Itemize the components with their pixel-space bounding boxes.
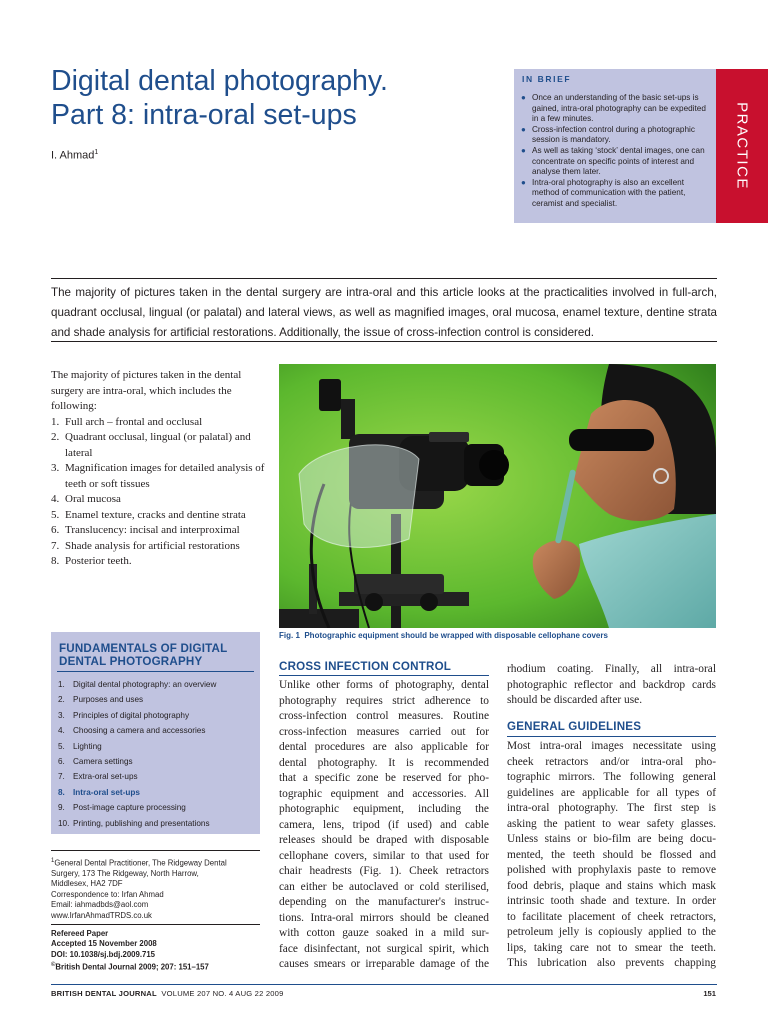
figure-label: Fig. 1: [279, 631, 300, 640]
series-item: [58, 739, 256, 754]
list-item: [51, 508, 266, 524]
series-text: Purposes and uses: [73, 695, 144, 705]
doi: DOI: 10.1038/sj.bdj.2009.715: [51, 949, 156, 959]
photo-illustration: [279, 364, 716, 628]
cross-infection-heading-rule: [279, 675, 489, 676]
column-3-top-text: [507, 662, 716, 709]
body-line: petroleum jelly is copiously applied to the: [507, 926, 716, 938]
abstract-top-rule: [51, 278, 717, 279]
series-number: 6.: [58, 757, 65, 767]
cross-infection-heading: CROSS INFECTION CONTROL: [279, 660, 452, 673]
in-brief-heading: IN BRIEF: [522, 74, 572, 84]
intro-text: [51, 368, 266, 570]
list-item: [51, 430, 266, 461]
body-line: rhodium coating. Finally, all intra-oral: [507, 663, 716, 675]
series-heading-line-1: FUNDAMENTALS OF DIGITAL: [59, 642, 228, 655]
series-text: Post-image capture processing: [73, 803, 186, 813]
body-line: photography requires strict adherence to: [279, 694, 489, 707]
refereed-info: [51, 929, 260, 973]
list-text: Posterior teeth.: [65, 555, 132, 567]
series-number: 8.: [58, 787, 65, 797]
series-heading-rule: [57, 671, 254, 672]
list-item: [51, 523, 266, 539]
body-line: Unless stains or bio-film are being docu-: [507, 833, 716, 845]
cross-infection-body: [279, 678, 489, 973]
series-item: [58, 677, 256, 692]
in-brief-panel: [514, 69, 716, 223]
body-line: tographic equipment and accessories. All: [279, 787, 489, 800]
refereed-rule: [51, 924, 260, 925]
in-brief-list: [521, 93, 707, 210]
body-line: cross-infection measures carried out for: [279, 725, 489, 738]
article-title: [51, 64, 491, 132]
body-line: photographic reflector and backdrop cards: [507, 678, 716, 691]
body-line: cellophane covers, similar to that used for: [279, 849, 489, 862]
page-number: 151: [703, 989, 716, 998]
figure-caption-text: Photographic equipment should be wrapped with disposable cellophane covers: [304, 631, 608, 640]
journal-name: BRITISH DENTAL JOURNAL: [51, 989, 157, 998]
series-number: 4.: [58, 726, 65, 736]
list-item: [51, 492, 266, 508]
list-number: 6.: [51, 524, 60, 536]
copyright-symbol: ©: [51, 962, 56, 969]
footnote-email: Email: iahmadbds@aol.com: [51, 900, 149, 910]
author: [51, 149, 98, 162]
body-line: tographic mirrors. The following general: [507, 771, 716, 783]
title-line-2: Part 8: intra-oral set-ups: [51, 99, 357, 131]
series-item: [58, 769, 256, 784]
shot-type-list: [51, 415, 266, 570]
series-text: Lighting: [73, 741, 102, 751]
in-brief-text: Intra-oral photography is also an excellent method of communication with the patient, ceramist and specialist.: [532, 177, 686, 208]
series-text: Extra-oral set-ups: [73, 772, 138, 782]
body-line: can either be autoclaved or cold sterilised,: [279, 880, 489, 893]
body-line: releases should be draped with disposable: [279, 834, 489, 846]
body-line: intrinsic tooth shade and texture. In order: [507, 895, 716, 907]
list-number: 3.: [51, 462, 60, 474]
journal-issue: VOLUME 207 NO. 4 AUG 22 2009: [161, 989, 284, 998]
series-item-current: [58, 785, 256, 800]
series-item: [58, 692, 256, 707]
list-text: Quadrant occlusal, lingual (or palatal) and lateral: [65, 431, 251, 459]
list-number: 2.: [51, 431, 60, 443]
abstract-bottom-rule: [51, 341, 717, 342]
author-name: I. Ahmad: [51, 149, 95, 162]
list-item: [51, 539, 266, 555]
accepted-date: Accepted 15 November 2008: [51, 939, 157, 949]
abstract: The majority of pictures taken in the dental surgery are intra-oral and this article looks at the practicalities involved in full-arch, quadrant occlusal, lingual (or palatal) and lateral views, as well as magnified images, oral mucosa, enamel texture, dentine strata and shade analysis for artificial restorations. Additionally, the issue of cross-infection control is considered.: [51, 286, 717, 339]
figure-1-photo: [279, 364, 716, 628]
body-line: chair headrests (Fig. 1). Cheek retractors: [279, 865, 489, 877]
list-number: 8.: [51, 555, 60, 567]
body-line: tions. Intra-oral mirrors should be cleaned: [279, 911, 489, 924]
footnote-line: Correspondence to: Irfan Ahmad: [51, 889, 164, 899]
series-item: [58, 816, 256, 831]
refereed-label: Refereed Paper: [51, 929, 109, 938]
series-text: Camera settings: [73, 757, 133, 767]
body-line: that a specific zone be reserved for pho-: [279, 772, 489, 784]
in-brief-text: Cross-infection control during a photographic session is mandatory.: [532, 124, 695, 145]
list-item: [51, 415, 266, 431]
footnote-marker: 1: [51, 858, 55, 864]
series-box: [51, 632, 260, 834]
in-brief-item: [521, 146, 707, 178]
body-line: Unlike other forms of photography, dental: [279, 679, 489, 691]
series-number: 3.: [58, 710, 65, 720]
series-text: Digital dental photography: an overview: [73, 680, 217, 689]
section-tab: [716, 69, 768, 223]
series-item: [58, 800, 256, 815]
series-heading: [59, 642, 254, 668]
list-item: [51, 461, 266, 492]
series-text: Choosing a camera and accessories: [73, 726, 206, 736]
footnote-rule: [51, 850, 260, 851]
body-line: cheek retractors and/or intra-oral pho-: [507, 755, 716, 768]
list-text: Shade analysis for artificial restorations: [65, 539, 240, 552]
list-text: Full arch – frontal and occlusal: [65, 415, 203, 428]
citation-text: British Dental Journal 2009; 207: 151–157: [55, 962, 209, 972]
general-guidelines-heading-rule: [507, 736, 716, 737]
series-number: 1.: [58, 680, 65, 689]
body-line: intra-oral photography. The first step is: [507, 802, 716, 814]
citation: [51, 960, 260, 973]
footer-rule: [51, 984, 717, 985]
list-item: [51, 554, 266, 570]
bullet-icon: ●: [521, 177, 526, 187]
figure-caption: [279, 631, 716, 640]
author-affiliation-marker: 1: [94, 149, 99, 156]
body-line: mented, the teeth should be flossed and: [507, 848, 716, 861]
body-line: dental procedures are also applicable for: [279, 741, 489, 753]
body-line: This lubrication also prevents chapping: [507, 957, 716, 969]
section-tab-label: PRACTICE: [733, 102, 751, 190]
in-brief-item: [521, 125, 707, 146]
series-number: 7.: [58, 772, 65, 782]
footnote-website: www.IrfanAhmadTRDS.co.uk: [51, 910, 152, 920]
body-line: face disinfectant, not surgical spirit, which: [279, 942, 489, 955]
affiliation-footnote: [51, 856, 260, 921]
series-text: Principles of digital photography: [73, 710, 190, 720]
body-line: polished with prophylaxis paste to remove: [507, 864, 716, 876]
footer-journal: [51, 989, 284, 998]
in-brief-item: [521, 93, 707, 125]
body-line: lips, taking care not to smear the teeth.: [507, 941, 716, 954]
body-line: asking the patient to wear safety glasses.: [507, 817, 716, 830]
series-list: [58, 677, 256, 831]
in-brief-text: Once an understanding of the basic set-ups is gained, intra-oral photography can be expedited in a few minutes.: [532, 93, 706, 124]
title-line-1: Digital dental photography.: [51, 65, 388, 97]
footnote-line: [51, 856, 260, 869]
list-number: 4.: [51, 493, 60, 505]
series-number: 9.: [58, 803, 65, 813]
list-text: Translucency: incisal and interproximal: [65, 524, 240, 536]
bullet-icon: ●: [521, 124, 526, 134]
cellophane-cover: [299, 445, 419, 548]
footnote-text: General Dental Practitioner, The Ridgeway Dental: [54, 858, 227, 868]
list-text: Magnification images for detailed analysis of teeth or soft tissues: [65, 462, 265, 490]
series-number: 2.: [58, 695, 65, 705]
series-number: 10.: [58, 818, 70, 828]
list-number: 7.: [51, 539, 60, 552]
series-text: Intra-oral set-ups: [73, 787, 140, 797]
series-item: [58, 754, 256, 769]
body-line: Most intra-oral images necessitate using: [507, 740, 716, 752]
footnote-line: Middlesex, HA2 7DF: [51, 879, 123, 889]
series-number: 5.: [58, 741, 65, 751]
list-number: 1.: [51, 415, 60, 428]
footnote-line: Surgery, 173 The Ridgeway, North Harrow,: [51, 869, 199, 878]
list-text: Enamel texture, cracks and dentine strata: [65, 508, 246, 521]
series-item: [58, 708, 256, 723]
body-line: to facilitate placement of cheek retractors,: [507, 910, 716, 923]
list-number: 5.: [51, 508, 60, 521]
bullet-icon: ●: [521, 93, 526, 102]
body-line: with cotton gauze soaked in a mild sur-: [279, 927, 489, 939]
general-guidelines-body: [507, 739, 716, 972]
body-line: guidelines are applicable for all types of: [507, 786, 716, 799]
body-line: cross-infection control measures. Routine: [279, 710, 489, 722]
in-brief-item: [521, 178, 707, 210]
in-brief-text: As well as taking ‘stock’ dental images, one can concentrate on specific points of interest and analyse them later.: [532, 145, 705, 177]
bullet-icon: ●: [521, 145, 526, 155]
body-line: dental photography. It is recommended: [279, 756, 489, 769]
series-heading-line-2: DENTAL PHOTOGRAPHY: [59, 655, 203, 668]
series-text: Printing, publishing and presentations: [73, 818, 210, 828]
body-line: food debris, plaque and stains which mask: [507, 879, 716, 892]
general-guidelines-heading: GENERAL GUIDELINES: [507, 720, 642, 733]
body-line: causes smears or irreparable damage of the: [279, 958, 489, 970]
body-line: should be discarded after use.: [507, 694, 643, 706]
body-line: depending on the manufacturer's instruc-: [279, 896, 489, 908]
body-line: camera, lens, tripod (if used) and cable: [279, 818, 489, 831]
list-text: Oral mucosa: [65, 493, 121, 505]
intro-lead: The majority of pictures taken in the dental surgery are intra-oral, which includes the following:: [51, 369, 242, 412]
series-item: [58, 723, 256, 738]
body-line: photographic equipment, including the: [279, 803, 489, 815]
